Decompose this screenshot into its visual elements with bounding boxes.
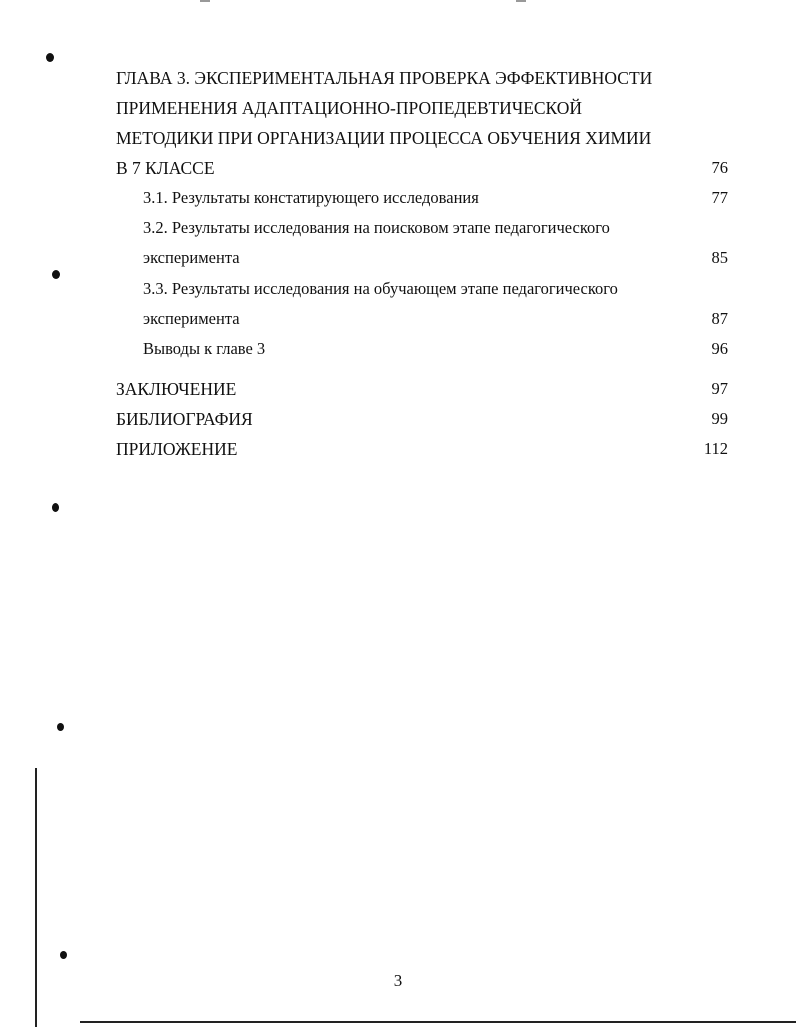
toc-section-3-2-cont[interactable] [143,246,728,270]
toc-entry-text: ПРИМЕНЕНИЯ АДАПТАЦИОННО-ПРОПЕДЕВТИЧЕСКОЙ [116,98,583,118]
toc-page-number: 87 [711,309,728,328]
toc-page-number: 96 [711,339,728,358]
binding-hole-mark [52,270,60,279]
toc-entry-text: В 7 КЛАССЕ [116,158,215,178]
toc-entry-text: эксперимента [143,309,240,328]
toc-page-number: 76 [711,158,728,177]
toc-page-number: 85 [711,248,728,267]
toc-entry-text: эксперимента [143,248,240,267]
binding-hole-mark [52,503,59,512]
toc-appendix[interactable] [116,437,728,461]
toc-entry-text: 3.2. Результаты исследования на поисковом этапе педагогического [143,218,610,237]
scan-mark [200,0,210,2]
toc-entry-text: МЕТОДИКИ ПРИ ОРГАНИЗАЦИИ ПРОЦЕССА ОБУЧЕНИЯ ХИМИИ [116,128,652,148]
page-bottom-edge [80,1021,796,1023]
binding-hole-mark [57,723,64,731]
toc-entry-text: ГЛАВА 3. ЭКСПЕРИМЕНТАЛЬНАЯ ПРОВЕРКА ЭФФЕКТИВНОСТИ [116,68,653,88]
toc-entry-text: ПРИЛОЖЕНИЕ [116,439,238,459]
toc-section-3-3-cont[interactable] [143,307,728,331]
toc-page-number: 99 [711,409,728,428]
toc-bibliography[interactable] [116,407,728,431]
toc-chapter-heading-line[interactable] [116,66,728,90]
scan-mark [516,0,526,2]
toc-entry-text: БИБЛИОГРАФИЯ [116,409,253,429]
toc-entry-text: ЗАКЛЮЧЕНИЕ [116,379,237,399]
toc-chapter-heading-line[interactable] [116,96,728,120]
binding-hole-mark [46,53,54,62]
toc-section-3-2[interactable] [143,216,728,240]
toc-chapter-heading-line[interactable] [116,156,728,180]
toc-chapter-conclusions[interactable] [143,337,728,361]
toc-page-number: 77 [711,188,728,207]
toc-conclusion[interactable] [116,377,728,401]
binding-hole-mark [60,951,67,959]
toc-section-3-3[interactable] [143,277,728,301]
toc-chapter-heading-line[interactable] [116,126,728,150]
toc-page-number: 112 [703,439,728,458]
toc-section-3-1[interactable] [143,186,728,210]
toc-page-number: 97 [711,379,728,398]
page-number: 3 [393,971,403,990]
toc-entry-text: 3.1. Результаты констатирующего исследования [143,188,479,207]
toc-entry-text: 3.3. Результаты исследования на обучающем этапе педагогического [143,279,618,298]
toc-entry-text: Выводы к главе 3 [143,339,266,358]
